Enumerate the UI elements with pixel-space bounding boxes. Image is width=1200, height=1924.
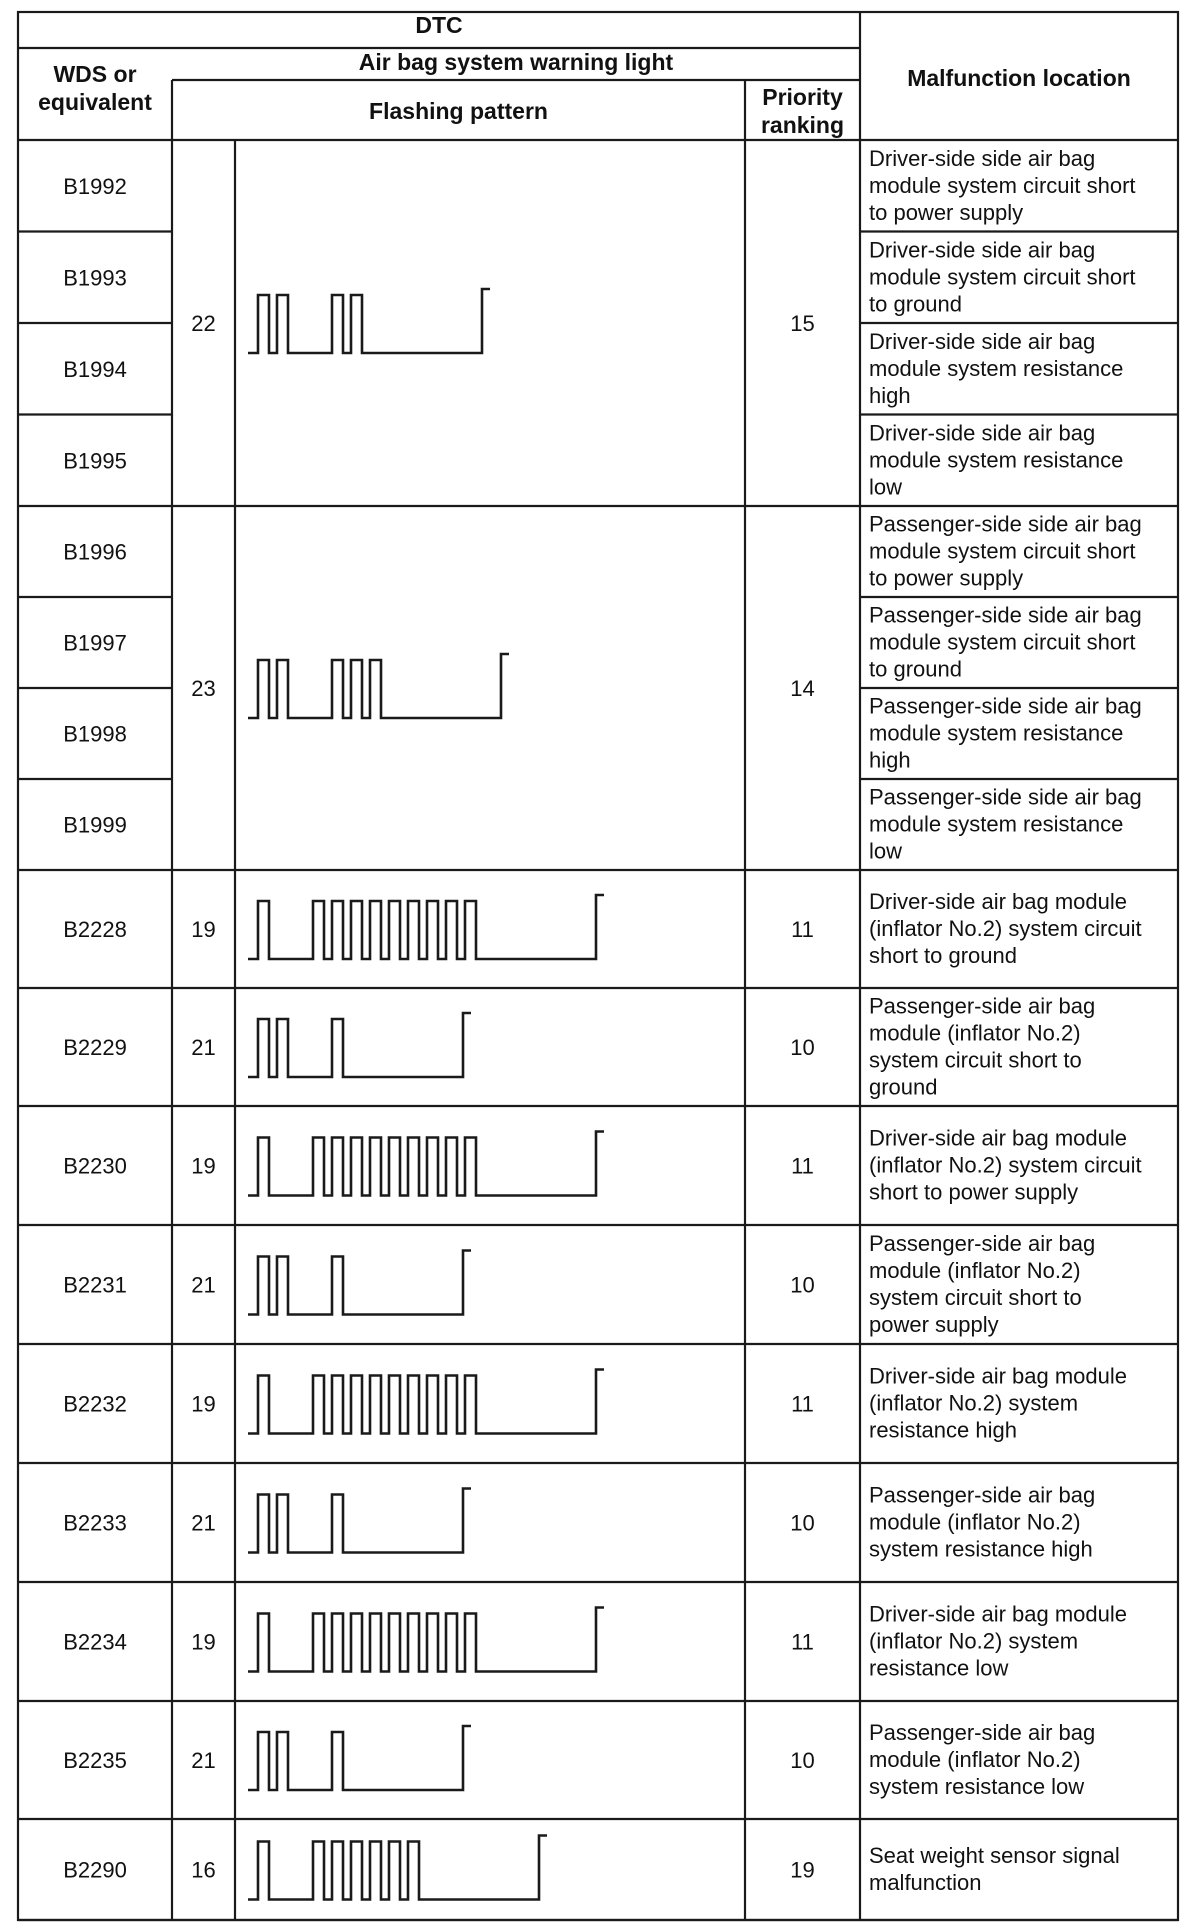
warning-light-heading: Air bag system warning light [358,49,674,75]
wds-heading: WDS or [53,61,137,87]
priority-ranking: 10 [790,1272,815,1298]
flashing-pattern-waveform [248,1370,604,1434]
malfunction-location-text: Passenger-side side air bag [869,511,1142,537]
malfunction-location-text: (inflator No.2) system [869,1628,1079,1654]
wds-code: B1999 [63,812,127,838]
flash-code: 23 [191,676,216,701]
flashing-pattern-waveform [248,1251,471,1315]
malfunction-location-text: system circuit short to [869,1285,1082,1310]
malfunction-location-text: to power supply [869,565,1024,591]
flashing-pattern-waveform [248,654,509,718]
malfunction-location-text: module (inflator No.2) [869,1747,1081,1772]
malfunction-location-text: Passenger-side side air bag [869,602,1142,628]
dtc-group [18,1225,1178,1344]
wds-code: B2228 [63,917,127,942]
malfunction-location-text: module system resistance [869,447,1124,473]
malfunction-location-text: Driver-side air bag module [869,1363,1127,1389]
priority-ranking: 19 [790,1857,815,1883]
flash-code: 21 [191,1035,216,1060]
malfunction-location-text: Driver-side air bag module [869,1125,1127,1151]
malfunction-location-text: Driver-side side air bag [869,145,1096,171]
flashing-pattern-waveform [248,1608,604,1672]
wds-code: B2235 [63,1748,127,1773]
dtc-group [18,1819,1178,1920]
flash-code: 21 [191,1510,216,1536]
wds-heading: equivalent [38,89,152,115]
malfunction-location-text: Driver-side air bag module [869,1601,1127,1627]
wds-code: B2229 [63,1035,127,1060]
flash-code: 19 [191,917,216,942]
malfunction-location-text: module system circuit short [869,538,1136,564]
priority-ranking: 10 [790,1035,815,1060]
dtc-group [18,1106,1178,1225]
malfunction-location-text: module (inflator No.2) [869,1258,1081,1283]
flashing-pattern-waveform [248,1726,471,1790]
flash-code: 22 [191,311,216,336]
malfunction-location-text: low [869,838,903,864]
dtc-group [18,1582,1178,1701]
malfunction-location-text: power supply [869,1312,999,1337]
wds-code: B1996 [63,539,127,565]
dtc-group [18,506,1178,870]
malfunction-location-text: Driver-side side air bag [869,328,1096,354]
flashing-pattern-waveform [248,1132,604,1196]
malfunction-location-text: module system resistance [869,811,1124,837]
dtc-group [18,870,1178,988]
flashing-pattern-waveform [248,895,604,959]
malfunction-location-text: module (inflator No.2) [869,1020,1081,1046]
flashing-pattern-waveform [248,1489,471,1553]
wds-code: B2231 [63,1272,127,1298]
malfunction-location-text: Passenger-side side air bag [869,784,1142,810]
malfunction-location-heading: Malfunction location [907,65,1131,91]
malfunction-location-text: (inflator No.2) system circuit [869,916,1142,941]
priority-ranking: 11 [791,1391,814,1417]
malfunction-location-text: Passenger-side air bag [869,1482,1096,1508]
dtc-group [18,1463,1178,1582]
flash-code: 19 [191,1391,216,1417]
malfunction-location-text: module system circuit short [869,629,1136,655]
flashing-pattern-heading: Flashing pattern [369,98,548,124]
dtc-group [18,1344,1178,1463]
malfunction-location-text: Driver-side side air bag [869,420,1096,446]
malfunction-location-text: Passenger-side side air bag [869,693,1142,719]
priority-ranking: 10 [790,1748,815,1773]
wds-code: B1998 [63,721,127,747]
priority-heading: ranking [760,112,845,138]
wds-code: B2233 [63,1510,127,1536]
malfunction-location-text: to ground [869,291,962,317]
malfunction-location-text: Passenger-side air bag [869,993,1096,1019]
malfunction-location-text: Passenger-side air bag [869,1720,1096,1745]
wds-code: B1997 [63,630,127,656]
flash-code: 19 [191,1153,216,1179]
priority-ranking: 10 [790,1510,815,1536]
malfunction-location-text: short to power supply [869,1179,1079,1205]
malfunction-location-text: Driver-side side air bag [869,237,1096,263]
dtc-group [18,988,1178,1106]
malfunction-location-text: module system resistance [869,355,1124,381]
flashing-pattern-waveform [248,1013,471,1077]
flashing-pattern-waveform [248,1836,547,1900]
dtc-group [18,140,1178,506]
dtc-group [18,1701,1178,1819]
malfunction-location-text: Driver-side air bag module [869,889,1127,914]
flashing-pattern-waveform [248,289,490,353]
dtc-heading: DTC [415,12,463,38]
priority-ranking: 11 [791,1153,814,1179]
malfunction-location-text: resistance low [869,1655,1009,1681]
flash-code: 19 [191,1629,216,1655]
priority-ranking: 14 [790,676,815,701]
flash-code: 21 [191,1272,216,1298]
wds-code: B1992 [63,173,127,199]
malfunction-location-text: ground [869,1074,938,1100]
malfunction-location-text: high [869,382,911,408]
malfunction-location-text: module system circuit short [869,172,1136,198]
wds-code: B2234 [63,1629,127,1655]
malfunction-location-text: (inflator No.2) system [869,1390,1079,1416]
wds-code: B2290 [63,1857,127,1883]
malfunction-location-text: to ground [869,656,962,682]
malfunction-location-text: (inflator No.2) system circuit [869,1152,1142,1178]
malfunction-location-text: module (inflator No.2) [869,1509,1081,1535]
priority-heading: Priority [762,84,843,110]
malfunction-location-text: Passenger-side air bag [869,1231,1096,1256]
wds-code: B1993 [63,265,127,291]
malfunction-location-text: short to ground [869,943,1017,968]
priority-ranking: 11 [791,917,814,942]
flash-code: 16 [191,1857,216,1883]
malfunction-location-text: low [869,474,903,500]
malfunction-location-text: resistance high [869,1417,1017,1443]
priority-ranking: 11 [791,1629,814,1655]
malfunction-location-text: to power supply [869,199,1024,225]
malfunction-location-text: malfunction [869,1870,982,1895]
malfunction-location-text: system resistance high [869,1536,1093,1562]
wds-code: B2230 [63,1153,127,1179]
malfunction-location-text: system circuit short to [869,1047,1082,1073]
malfunction-location-text: module system resistance [869,720,1124,746]
wds-code: B1995 [63,448,127,474]
malfunction-location-text: Seat weight sensor signal [869,1843,1120,1868]
wds-code: B2232 [63,1391,127,1417]
malfunction-location-text: system resistance low [869,1774,1085,1799]
priority-ranking: 15 [790,311,815,336]
flash-code: 21 [191,1748,216,1773]
malfunction-location-text: module system circuit short [869,264,1136,290]
malfunction-location-text: high [869,747,911,773]
wds-code: B1994 [63,356,127,382]
